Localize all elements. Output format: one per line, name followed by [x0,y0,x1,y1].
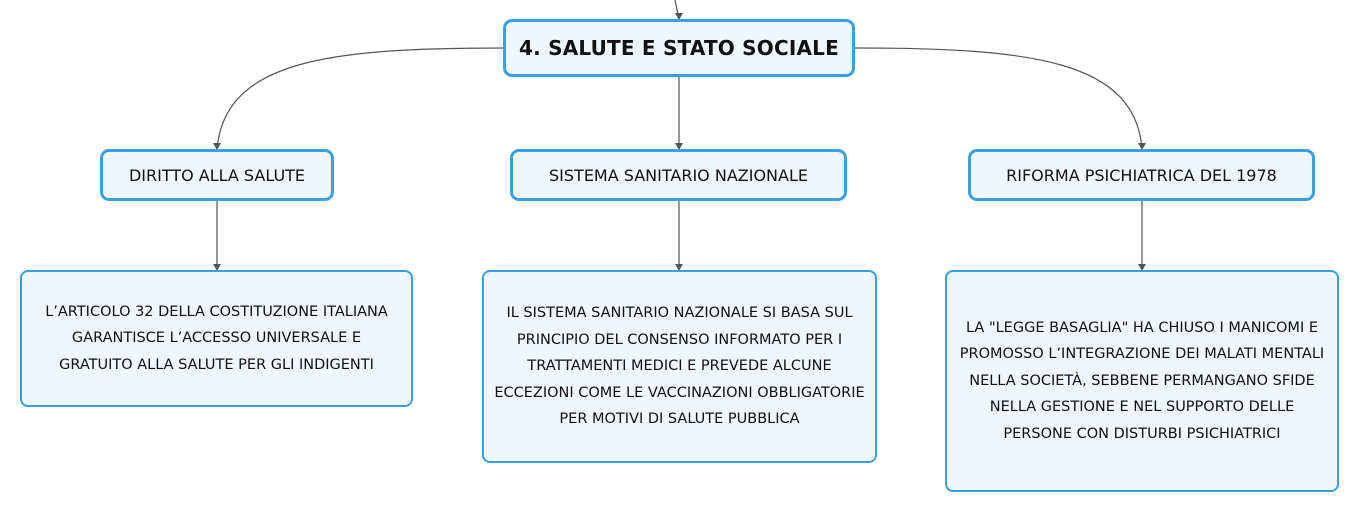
detail-diritto-alla-salute[interactable] [20,270,413,407]
connector-root-left [217,48,503,149]
detail-text: LA "LEGGE BASAGLIA" HA CHIUSO I MANICOMI E PROMOSSO L’INTEGRAZIONE DEI MALATI MENTALI NELLA SOCIETÀ, SEBBENE PERMANGANO SFIDE NELLA GESTIONE E NEL SUPPORTO DELLE PERSONE CON DISTURBI PSICHIATRICI [959,319,1325,442]
topic-sistema-sanitario-nazionale[interactable] [510,149,847,201]
detail-sistema-sanitario-nazionale[interactable] [482,270,877,463]
detail-riforma-psichiatrica[interactable] [945,270,1339,492]
topic-title: RIFORMA PSICHIATRICA DEL 1978 [1006,165,1277,185]
detail-text: L’ARTICOLO 32 DELLA COSTITUZIONE ITALIANA GARANTISCE L’ACCESSO UNIVERSALE E GRATUITO ALLA SALUTE PER GLI INDIGENTI [45,303,388,373]
topic-diritto-alla-salute[interactable] [100,149,334,201]
topic-riforma-psichiatrica[interactable] [968,149,1315,201]
topic-title: SISTEMA SANITARIO NAZIONALE [549,165,808,185]
connector-root-right [855,48,1142,149]
topic-title: DIRITTO ALLA SALUTE [128,165,306,185]
root-title: 4. SALUTE E STATO SOCIALE [519,36,839,60]
detail-text: IL SISTEMA SANITARIO NAZIONALE SI BASA SUL PRINCIPIO DEL CONSENSO INFORMATO PER I TRATTAMENTI MEDICI E PREVEDE ALCUNE ECCEZIONI COME LE VACCINAZIONI OBBLIGATORIE PER MOTIVI DI SALUTE PUBBLICA [494,305,865,428]
root-node[interactable] [503,19,855,77]
